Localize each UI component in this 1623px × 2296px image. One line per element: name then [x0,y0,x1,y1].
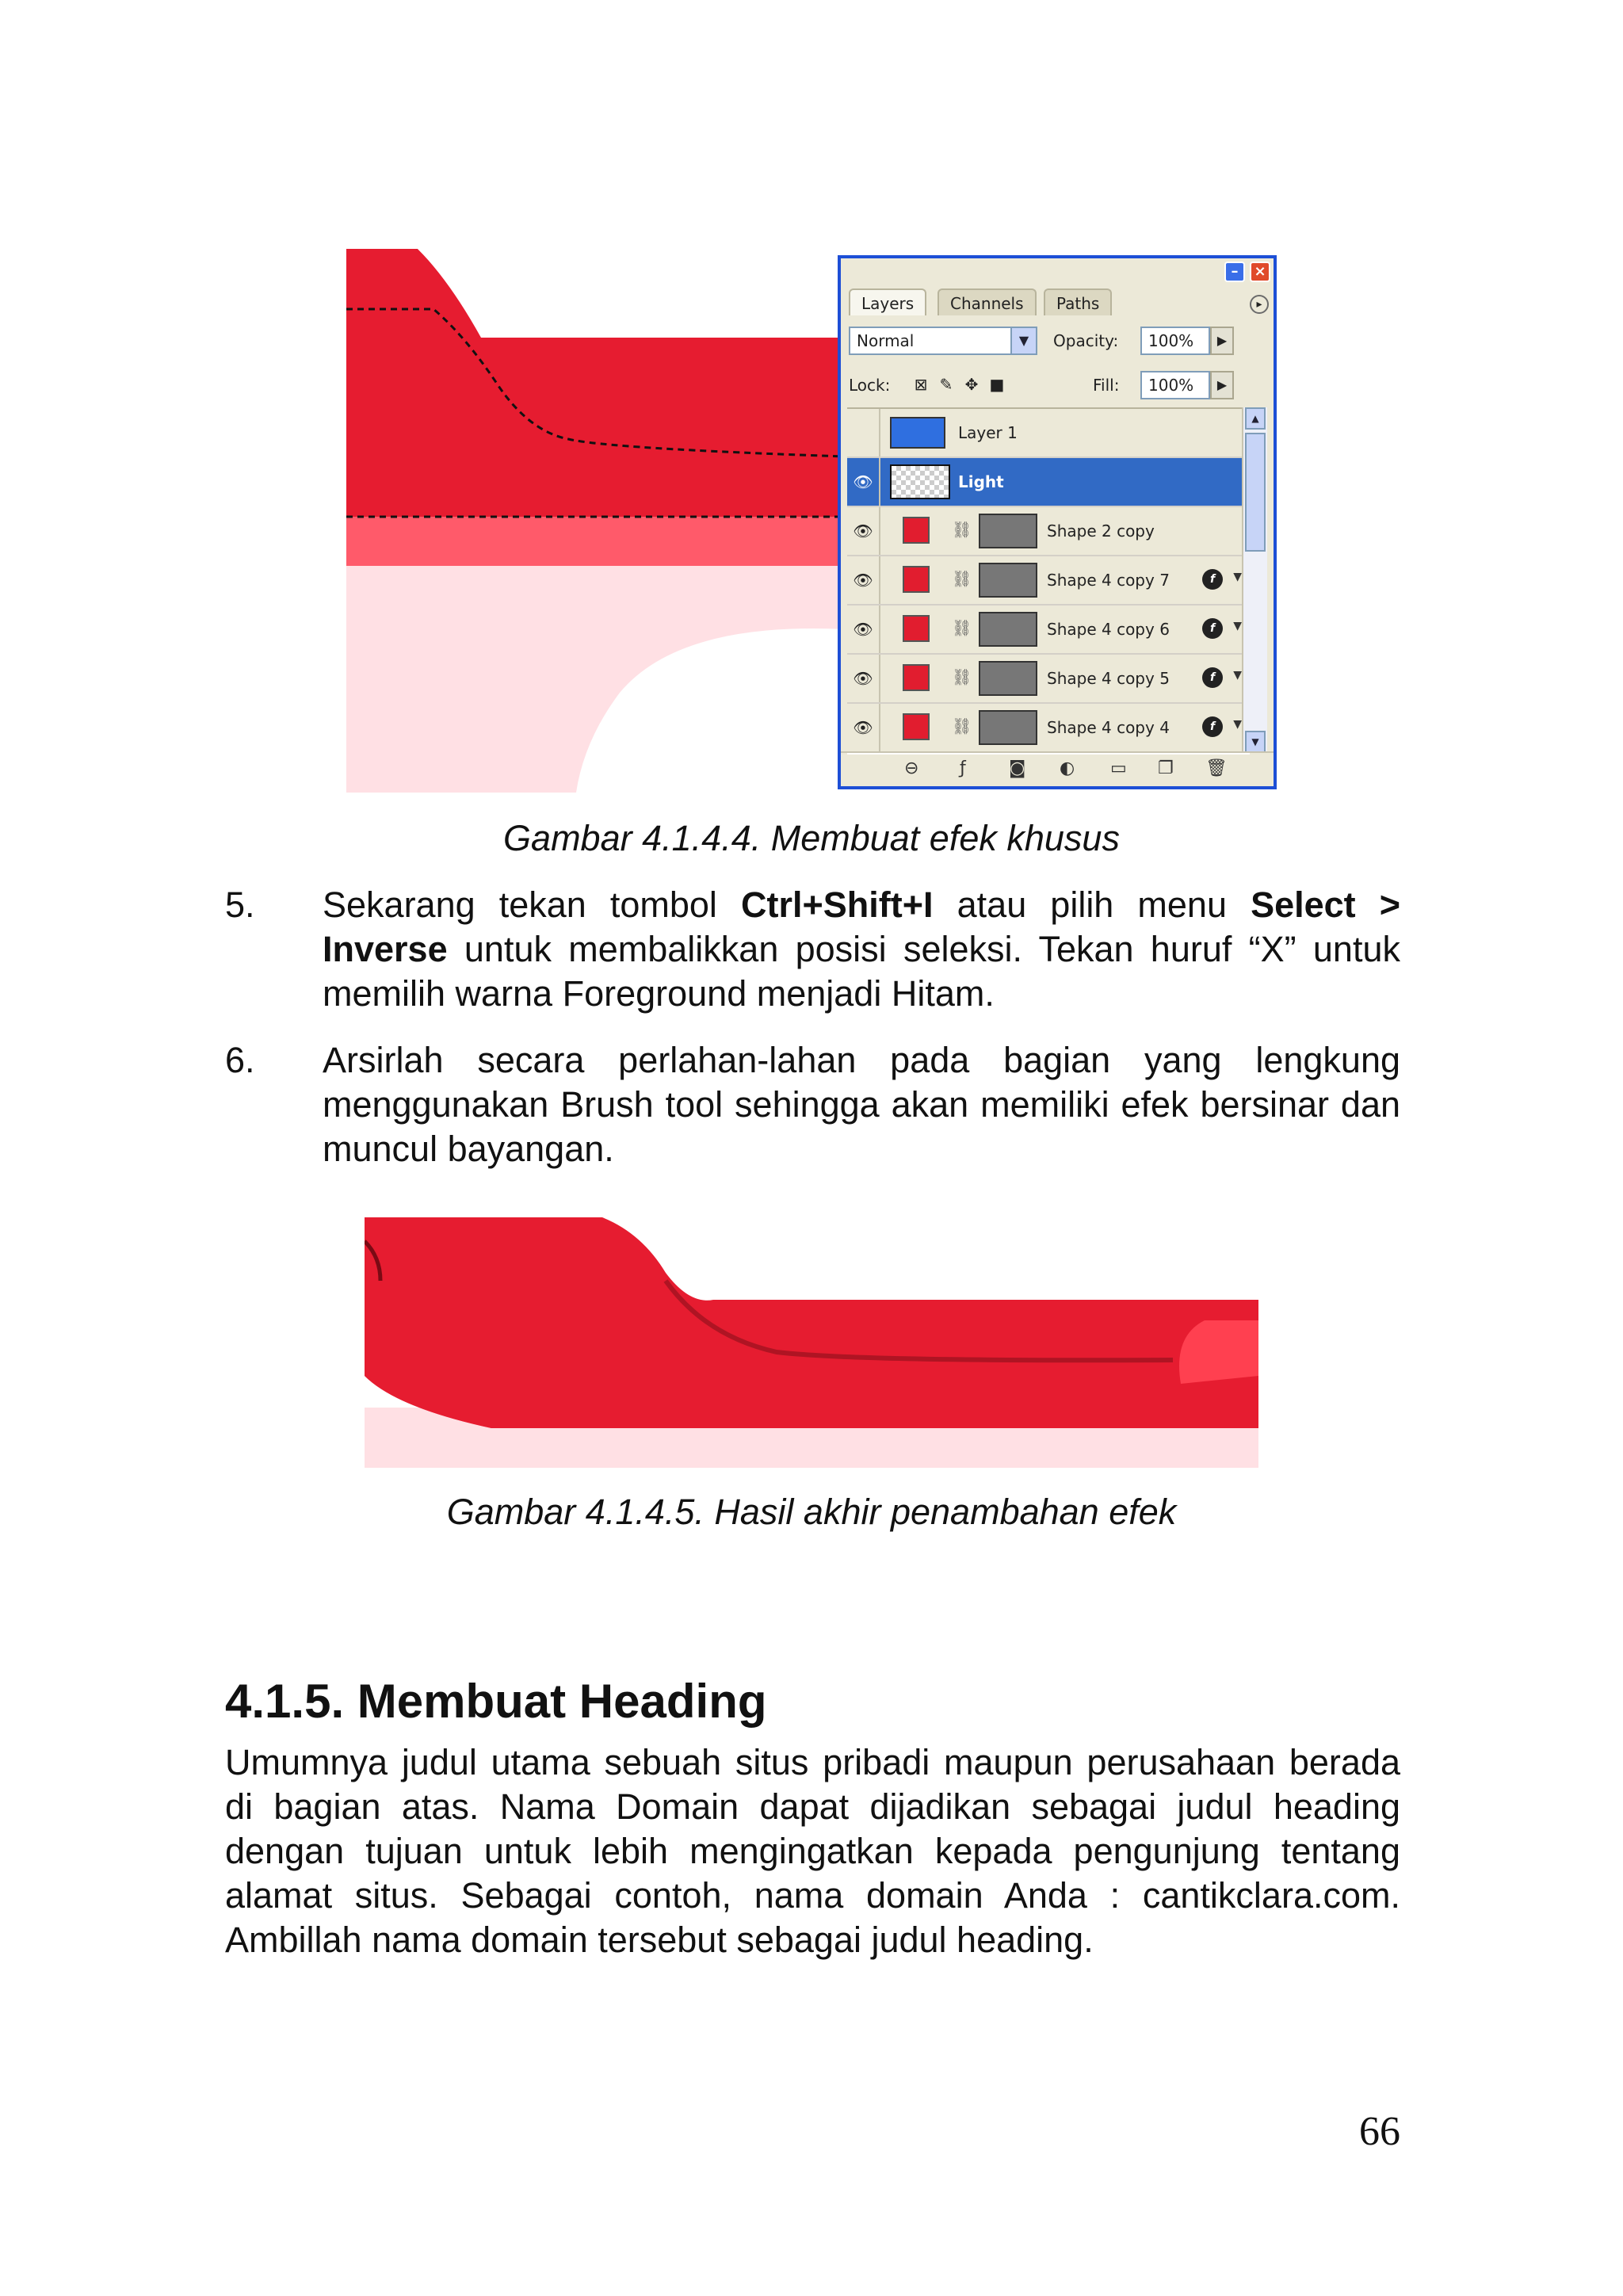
new-layer-icon[interactable]: ❐ [1158,758,1174,778]
lock-transparent-icon[interactable]: ⊠ [914,375,928,394]
layer-row-shape-4-copy-6[interactable] [847,606,1250,655]
link-icon: ⛓ [952,716,972,735]
expand-arrow-icon[interactable]: ▼ [1233,620,1242,632]
tab-layers[interactable]: Layers [849,288,926,315]
tab-paths[interactable]: Paths [1044,288,1112,315]
figure-2-result-image [365,1217,1258,1468]
opacity-slider-button[interactable]: ▶ [1210,327,1234,355]
step-text-segment: untuk membalikkan posisi seleksi. Tekan huruf “X” untuk memilih warna Foreground menjadi Hitam. [323,929,1400,1014]
scroll-up-icon[interactable]: ▲ [1245,407,1266,430]
link-icon: ⛓ [952,667,972,686]
eye-icon[interactable]: 👁 [847,458,880,506]
eye-icon[interactable]: 👁 [847,606,880,653]
layer-thumbnail [903,615,930,642]
eye-icon[interactable]: 👁 [847,507,880,555]
figure-1-caption: Gambar 4.1.4.4. Membuat efek khusus [503,818,1120,858]
chevron-down-icon: ▼ [1010,328,1036,353]
layer-name: Shape 4 copy 4 [1047,718,1170,737]
expand-arrow-icon[interactable]: ▼ [1233,571,1242,583]
layers-panel-footer [841,751,1274,786]
fill-slider-button[interactable]: ▶ [1210,371,1234,399]
step-number: 5. [225,884,255,925]
section-heading: 4.1.5. Membuat Heading [225,1675,767,1728]
vector-mask-thumbnail [979,661,1037,696]
lock-image-brush-icon[interactable]: ✎ [939,375,953,394]
opacity-input[interactable]: 100% [1140,327,1210,355]
eye-icon[interactable]: 👁 [847,556,880,604]
layer-row-shape-4-copy-4[interactable] [847,704,1250,753]
link-icon: ⛓ [952,520,972,539]
minimize-button[interactable]: – [1224,262,1245,282]
vector-mask-thumbnail [979,710,1037,745]
close-button[interactable]: × [1250,262,1270,282]
vector-mask-thumbnail [979,612,1037,647]
layer-row-shape-4-copy-7[interactable] [847,556,1250,606]
layers-scrollbar[interactable] [1242,407,1267,753]
layer-thumbnail [890,464,950,499]
expand-arrow-icon[interactable]: ▼ [1233,718,1242,731]
step-number: 6. [225,1040,255,1080]
step-text-segment: atau pilih menu [933,884,1251,925]
layer-thumbnail [890,417,945,449]
step-6-text: Arsirlah secara perlahan-lahan pada bagian yang lengkung menggunakan Brush tool sehingga akan memiliki efek bersinar dan muncul bayangan. [323,1040,1400,1169]
step-5-text [323,883,1400,1016]
link-layers-icon[interactable]: ⊖ [904,758,919,778]
layer-thumbnail [903,713,930,740]
delete-layer-trash-icon[interactable]: 🗑 [1205,758,1228,778]
scroll-down-icon[interactable]: ▼ [1245,731,1266,753]
layer-style-fx-icon[interactable]: f [1202,716,1223,737]
layer-style-fx-icon[interactable]: f [1202,569,1223,590]
layer-style-fx-icon[interactable]: f [1202,618,1223,639]
layer-thumbnail [903,664,930,691]
fill-label: Fill: [1093,376,1120,395]
add-layer-style-icon[interactable]: ƒ [960,758,966,778]
page-number: 66 [1359,2109,1400,2154]
link-icon: ⛓ [952,618,972,637]
layer-row-layer-1[interactable] [847,409,1250,458]
layer-thumbnail [903,566,930,593]
adjustment-layer-icon[interactable]: ◐ [1060,758,1075,778]
blend-mode-select[interactable] [849,327,1037,355]
eye-icon[interactable]: 👁 [847,655,880,702]
figure-1-canvas-image [346,249,846,793]
visibility-toggle[interactable] [847,409,880,457]
blend-mode-value: Normal [857,331,915,350]
add-mask-icon[interactable]: ◙ [1009,758,1026,778]
step-text-segment: Sekarang tekan tombol [323,884,742,925]
vector-mask-thumbnail [979,514,1037,548]
layers-list [847,407,1250,755]
layer-name: Shape 4 copy 7 [1047,571,1170,590]
lock-position-move-icon[interactable]: ✥ [964,375,979,394]
panel-menu-button[interactable]: ▸ [1250,295,1269,314]
layer-row-light[interactable] [847,458,1250,507]
section-paragraph: Umumnya judul utama sebuah situs pribadi maupun perusahaan berada di bagian atas. Nama Domain dapat dijadikan sebagai judul heading dengan tujuan untuk lebih mengingatkan kepada pengunjung tentang alamat situs. Sebagai contoh, nama domain Anda : cantikclara.com. Ambillah nama domain tersebut sebagai judul heading. [225,1742,1400,1960]
menu-path: Select > Inverse [323,884,1400,969]
layer-row-shape-4-copy-5[interactable] [847,655,1250,704]
layers-panel [838,255,1277,789]
lock-label: Lock: [849,376,891,395]
layer-name: Light [958,472,1004,491]
layer-name: Shape 4 copy 5 [1047,669,1170,688]
vector-mask-thumbnail [979,563,1037,598]
figure-2-caption: Gambar 4.1.4.5. Hasil akhir penambahan efek [446,1492,1177,1532]
layer-name: Layer 1 [958,423,1018,442]
layer-thumbnail [903,517,930,544]
shortcut-keys: Ctrl+Shift+I [741,884,934,925]
opacity-label: Opacity: [1053,331,1119,350]
expand-arrow-icon[interactable]: ▼ [1233,669,1242,682]
layer-style-fx-icon[interactable]: f [1202,667,1223,688]
tab-channels[interactable]: Channels [938,288,1037,315]
eye-icon[interactable]: 👁 [847,704,880,751]
scrollbar-thumb[interactable] [1245,433,1266,552]
fill-input[interactable]: 100% [1140,371,1210,399]
link-icon: ⛓ [952,569,972,588]
layer-name: Shape 4 copy 6 [1047,620,1170,639]
layer-name: Shape 2 copy [1047,521,1155,541]
new-group-folder-icon[interactable]: ▭ [1110,758,1127,778]
layer-row-shape-2-copy[interactable] [847,507,1250,556]
lock-all-padlock-icon[interactable]: ■ [989,375,1005,394]
